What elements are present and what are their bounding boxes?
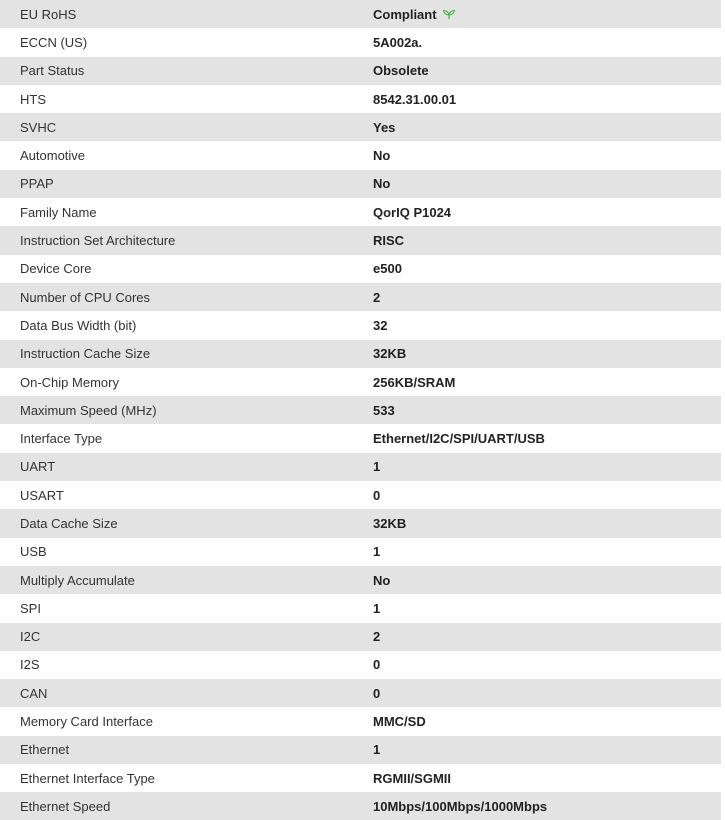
spec-value: 2: [373, 629, 381, 645]
spec-value: 1: [373, 742, 381, 758]
spec-value: 1: [373, 544, 381, 560]
spec-label: Ethernet Interface Type: [20, 770, 155, 786]
spec-label: Interface Type: [20, 431, 103, 447]
spec-row-instruction-cache-size: [0, 340, 721, 368]
spec-row-on-chip-memory: [0, 368, 721, 396]
spec-row-ppap: [0, 170, 721, 198]
spec-value: No: [373, 572, 391, 588]
spec-label: I2S: [20, 657, 40, 673]
spec-row-i2c: [0, 623, 721, 651]
spec-value: RGMII/SGMII: [373, 770, 451, 786]
spec-row-instruction-set-architecture: [0, 226, 721, 254]
spec-row-ethernet: [0, 736, 721, 764]
spec-value: Yes: [373, 119, 396, 135]
spec-row-memory-card-interface: [0, 707, 721, 735]
spec-row-part-status: [0, 57, 721, 85]
spec-value: Obsolete: [373, 63, 429, 79]
spec-row-usart: [0, 481, 721, 509]
spec-row-maximum-speed: [0, 396, 721, 424]
spec-value: 256KB/SRAM: [373, 374, 456, 390]
spec-label: HTS: [20, 91, 46, 107]
spec-row-automotive: [0, 141, 721, 169]
spec-label: Multiply Accumulate: [20, 572, 135, 588]
spec-value: 1: [373, 600, 381, 616]
spec-row-uart: [0, 453, 721, 481]
spec-value: 0: [373, 685, 381, 701]
spec-row-interface-type: [0, 424, 721, 452]
spec-label: Data Cache Size: [20, 515, 118, 531]
spec-row-spi: [0, 594, 721, 622]
spec-row-data-bus-width: [0, 311, 721, 339]
spec-value: 32: [373, 317, 388, 333]
spec-value: No: [373, 148, 391, 164]
spec-label: PPAP: [20, 176, 54, 192]
spec-label: SPI: [20, 600, 41, 616]
spec-row-i2s: [0, 651, 721, 679]
spec-label: Part Status: [20, 63, 85, 79]
spec-label: USB: [20, 544, 47, 560]
spec-value: MMC/SD: [373, 714, 426, 730]
spec-row-can: [0, 679, 721, 707]
spec-value: 8542.31.00.01: [373, 91, 457, 107]
spec-label: SVHC: [20, 119, 57, 135]
spec-value: QorIQ P1024: [373, 204, 452, 220]
spec-label: Device Core: [20, 261, 92, 277]
spec-label: Instruction Cache Size: [20, 346, 151, 362]
spec-row-hts: [0, 85, 721, 113]
spec-value: RISC: [373, 233, 405, 249]
spec-label: Ethernet Speed: [20, 798, 111, 814]
spec-value: 32KB: [373, 346, 407, 362]
spec-label: USART: [20, 487, 64, 503]
spec-label: Automotive: [20, 148, 86, 164]
spec-row-svhc: [0, 113, 721, 141]
spec-row-multiply-accumulate: [0, 566, 721, 594]
spec-label: Ethernet: [20, 742, 70, 758]
leaf-icon: [442, 9, 456, 20]
spec-row-ethernet-interface-type: [0, 764, 721, 792]
spec-label: On-Chip Memory: [20, 374, 119, 390]
spec-row-ethernet-speed: [0, 792, 721, 820]
spec-value: 0: [373, 487, 381, 503]
spec-row-eu-rohs: [0, 0, 721, 28]
spec-label: Instruction Set Architecture: [20, 233, 176, 249]
spec-value: 32KB: [373, 515, 407, 531]
spec-label: ECCN (US): [20, 34, 88, 50]
spec-label: Memory Card Interface: [20, 714, 153, 730]
spec-label: I2C: [20, 629, 41, 645]
spec-value: 533: [373, 402, 395, 418]
spec-value: 5A002a.: [373, 34, 423, 50]
spec-value: 10Mbps/100Mbps/1000Mbps: [373, 798, 548, 814]
spec-label: Family Name: [20, 204, 97, 220]
spec-row-family-name: [0, 198, 721, 226]
spec-label: Maximum Speed (MHz): [20, 402, 157, 418]
spec-row-device-core: [0, 255, 721, 283]
spec-value: [372, 0, 721, 28]
spec-label: UART: [20, 459, 56, 475]
spec-row-number-of-cpu-cores: [0, 283, 721, 311]
spec-row-data-cache-size: [0, 509, 721, 537]
spec-value: 0: [373, 657, 381, 673]
spec-label: EU RoHS: [20, 6, 77, 22]
spec-value: 1: [373, 459, 381, 475]
spec-row-usb: [0, 538, 721, 566]
spec-label: CAN: [20, 685, 48, 701]
spec-value: e500: [373, 261, 402, 277]
spec-value: Ethernet/I2C/SPI/UART/USB: [373, 431, 545, 447]
spec-value: 2: [373, 289, 381, 305]
spec-row-eccn: [0, 28, 721, 56]
spec-value-text: Compliant: [373, 6, 437, 22]
spec-value: No: [373, 176, 391, 192]
spec-label: Number of CPU Cores: [20, 289, 151, 305]
spec-label: Data Bus Width (bit): [20, 317, 137, 333]
